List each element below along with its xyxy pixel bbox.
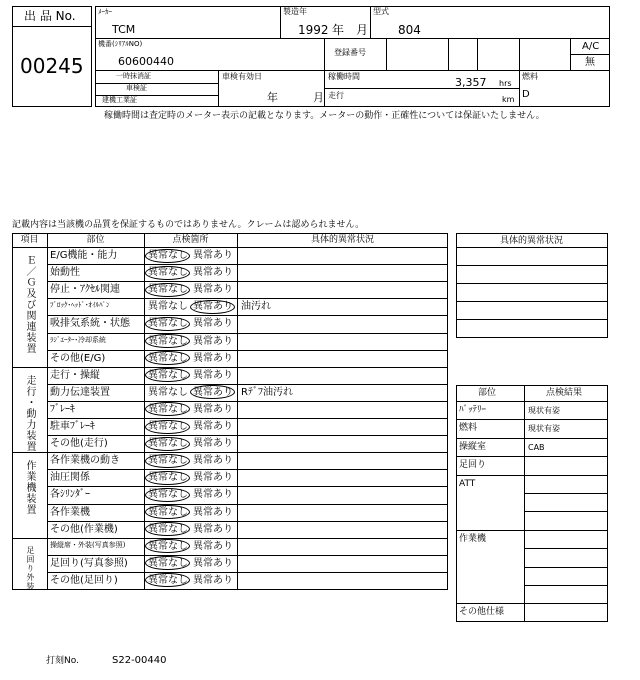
- row-rule: [47, 264, 448, 265]
- year-unit: 年: [332, 23, 345, 37]
- table-rule: [47, 233, 48, 590]
- travel-label: 走行: [328, 91, 344, 100]
- cert-construction: 建機工業証: [102, 96, 137, 104]
- right-detail-row-rule: [456, 265, 608, 266]
- result-value: CAB: [528, 442, 545, 452]
- status-abnormal-label: 異常あり: [193, 455, 233, 467]
- part-label: その他(走行): [50, 438, 108, 450]
- row-rule: [47, 418, 448, 419]
- status-circle: [145, 420, 190, 434]
- header-rule: [386, 38, 387, 70]
- status-abnormal-label: 異常あり: [193, 301, 233, 313]
- status-none-label: 異常なし: [148, 284, 188, 296]
- group-label: Ｅ／Ｇ及び関連装置: [24, 255, 35, 354]
- table-header: 項目: [20, 235, 39, 245]
- serial-value: 60600440: [118, 55, 174, 68]
- part-label: 各作業機の動き: [50, 455, 120, 467]
- status-none-label: 異常なし: [148, 523, 188, 535]
- status-abnormal-label: 異常あり: [193, 438, 233, 450]
- right-detail-row-rule: [456, 247, 608, 248]
- status-abnormal-label: 異常あり: [193, 267, 233, 279]
- status-abnormal-label: 異常あり: [193, 489, 233, 501]
- status-abnormal-label: 異常あり: [193, 557, 233, 569]
- cert-vehicle: 車検証: [126, 84, 147, 92]
- status-circle: [145, 249, 190, 263]
- status-none-label: 異常なし: [148, 506, 188, 518]
- right-result-row-rule: [456, 603, 608, 604]
- header-rule: [570, 54, 610, 55]
- status-abnormal-label: 異常あり: [193, 352, 233, 364]
- maker-label: ﾒｰｶｰ: [98, 8, 112, 16]
- status-circle: [145, 266, 190, 280]
- inspection-month-unit: 月: [313, 91, 324, 104]
- abnormal-detail: 油汚れ: [241, 301, 271, 313]
- lot-number: 00245: [20, 54, 84, 78]
- part-label: 足回り(写真参照): [50, 557, 128, 569]
- part-label: ﾗｼﾞｴｰﾀｰ･冷却系統: [50, 335, 106, 344]
- right-result-divider: [524, 385, 525, 622]
- header-rule: [95, 38, 610, 39]
- status-none-label: 異常なし: [148, 386, 188, 398]
- status-none-label: 異常なし: [148, 472, 188, 484]
- part-label: 停止・ｱｸｾﾙ関連: [50, 284, 120, 296]
- month-unit: 月: [356, 23, 369, 37]
- status-circle: [190, 300, 235, 314]
- status-none-label: 異常なし: [148, 489, 188, 501]
- result-value: 現状有姿: [528, 424, 560, 434]
- right-result-row-rule: [524, 548, 608, 549]
- part-label: その他(作業機): [50, 523, 118, 535]
- right-result-row-rule: [456, 530, 608, 531]
- row-rule: [47, 555, 448, 556]
- status-none-label: 異常なし: [148, 352, 188, 364]
- result-part: その他仕様: [459, 607, 505, 618]
- row-rule: [47, 298, 448, 299]
- stamp-label: 打刻No.: [46, 656, 79, 666]
- row-rule: [47, 281, 448, 282]
- row-rule: [47, 486, 448, 487]
- status-none-label: 異常なし: [148, 335, 188, 347]
- group-label: 走行・動力装置: [24, 374, 35, 452]
- part-label: 走行・操縦: [50, 369, 100, 381]
- status-none-label: 異常なし: [148, 455, 188, 467]
- status-abnormal-label: 異常あり: [193, 369, 233, 381]
- header-rule: [324, 38, 325, 107]
- row-rule: [47, 350, 448, 351]
- table-rule: [237, 233, 238, 590]
- model-label: 型式: [373, 7, 389, 16]
- result-part: 足回り: [459, 460, 487, 471]
- right-result-rule: [456, 401, 608, 402]
- right-result-row-rule: [456, 456, 608, 457]
- status-abnormal-label: 異常あり: [193, 421, 233, 432]
- inspection-year-unit: 年: [267, 91, 278, 104]
- part-label: 動力伝達装置: [50, 386, 110, 398]
- header-rule: [324, 88, 519, 89]
- right-result-row-rule: [524, 511, 608, 512]
- row-rule: [12, 538, 448, 539]
- row-rule: [12, 452, 448, 453]
- header-rule: [477, 38, 478, 70]
- result-part: 操縦室: [459, 441, 487, 452]
- status-circle: [145, 334, 190, 348]
- model-value: 804: [398, 23, 421, 37]
- ac-value: 無: [585, 57, 595, 68]
- status-abnormal-label: 異常あり: [193, 250, 233, 261]
- part-label: 各作業機: [50, 506, 90, 518]
- stamp-value: S22-00440: [112, 655, 167, 666]
- inspection-label: 車検有効日: [222, 72, 262, 81]
- table-header: 具体的異常状況: [310, 235, 374, 245]
- part-label: 各ｼﾘﾝﾀﾞｰ: [50, 489, 90, 501]
- row-rule: [47, 572, 448, 573]
- maker-value: TCM: [112, 23, 136, 36]
- hours-value: 3,357: [455, 76, 487, 89]
- row-rule: [47, 315, 448, 316]
- part-label: 駐車ﾌﾞﾚｰｷ: [50, 421, 95, 432]
- result-part: 燃料: [459, 423, 478, 434]
- row-rule: [47, 469, 448, 470]
- status-abnormal-label: 異常あり: [193, 506, 233, 518]
- status-abnormal-label: 異常あり: [193, 472, 233, 484]
- status-abnormal-label: 異常あり: [193, 403, 233, 415]
- lot-label: 出 品 No.: [24, 9, 76, 23]
- status-circle: [145, 283, 190, 297]
- status-circle: [145, 471, 190, 485]
- row-rule: [47, 504, 448, 505]
- status-circle: [145, 437, 190, 451]
- status-abnormal-label: 異常あり: [193, 284, 233, 296]
- status-circle: [145, 505, 190, 519]
- status-abnormal-label: 異常あり: [193, 318, 233, 330]
- status-none-label: 異常なし: [148, 250, 188, 261]
- row-rule: [47, 384, 448, 385]
- status-none-label: 異常なし: [148, 574, 188, 586]
- result-value: 現状有姿: [528, 406, 560, 415]
- status-abnormal-label: 異常あり: [193, 540, 233, 552]
- status-none-label: 異常なし: [148, 438, 188, 450]
- right-detail-row-rule: [456, 301, 608, 302]
- header-rule: [448, 38, 449, 70]
- ac-label: A/C: [582, 41, 600, 52]
- row-rule: [47, 401, 448, 402]
- status-circle: [145, 317, 190, 331]
- row-rule: [47, 333, 448, 334]
- row-rule: [12, 367, 448, 368]
- part-label: 油圧関係: [50, 472, 90, 484]
- right-detail-row-rule: [456, 283, 608, 284]
- right-result-table: [456, 385, 608, 622]
- right-result-row-rule: [524, 585, 608, 586]
- fuel-label: 燃料: [522, 72, 538, 81]
- row-rule: [47, 521, 448, 522]
- header-rule: [218, 70, 219, 107]
- right-result-header-result: 点検結果: [546, 388, 583, 398]
- status-abnormal-label: 異常あり: [193, 335, 233, 347]
- header-rule: [519, 38, 520, 107]
- header-rule: [570, 38, 571, 70]
- status-none-label: 異常なし: [148, 540, 188, 552]
- right-result-row-rule: [456, 419, 608, 420]
- status-circle: [145, 488, 190, 502]
- header-rule: [370, 6, 371, 38]
- status-none-label: 異常なし: [148, 403, 188, 415]
- part-label: 吸排気系統・状態: [50, 318, 130, 330]
- cert-temp-cancel: 一時抹消証: [116, 72, 151, 80]
- year-value: 1992: [298, 23, 329, 37]
- serial-label: 機番(ｼﾘｱﾙNO): [98, 40, 143, 48]
- part-label: その他(足回り): [50, 574, 118, 586]
- header-rule: [95, 70, 610, 71]
- fuel-value: D: [522, 89, 530, 100]
- status-abnormal-label: 異常あり: [193, 386, 233, 398]
- hours-label: 稼働時間: [328, 72, 360, 81]
- status-none-label: 異常なし: [148, 369, 188, 381]
- group-label: 作業機装置: [24, 460, 35, 516]
- part-label: 始動性: [50, 267, 80, 279]
- status-none-label: 異常なし: [148, 267, 188, 279]
- status-abnormal-label: 異常あり: [193, 574, 233, 586]
- status-none-label: 異常なし: [148, 421, 188, 432]
- part-label: 操縦席・外装(写真参照): [50, 540, 126, 549]
- right-detail-row-rule: [456, 319, 608, 320]
- header-rule: [280, 6, 281, 38]
- part-label: E/G機能・能力: [50, 250, 118, 261]
- reg-label: 登録番号: [334, 48, 366, 57]
- result-part: 作業機: [459, 533, 487, 544]
- status-none-label: 異常なし: [148, 557, 188, 569]
- row-rule: [47, 435, 448, 436]
- status-none-label: 異常なし: [148, 318, 188, 330]
- hours-note: 稼働時間は査定時のメーター表示の記載となります。メーターの動作・正確性については保証いたしません。: [104, 111, 545, 121]
- result-part: ATT: [459, 478, 476, 489]
- table-header: 点検箇所: [172, 235, 209, 245]
- right-result-row-rule: [524, 567, 608, 568]
- right-detail-header: 具体的異常状況: [500, 236, 564, 246]
- table-header: 部位: [86, 235, 105, 245]
- right-result-row-rule: [456, 475, 608, 476]
- right-detail-table: [456, 233, 608, 338]
- status-circle: [145, 351, 190, 365]
- part-label: その他(E/G): [50, 352, 106, 364]
- part-label: ﾌﾞﾚｰｷ: [50, 403, 75, 415]
- result-part: ﾊﾞｯﾃﾘｰ: [459, 405, 487, 415]
- group-label: 足回り外装: [25, 545, 35, 591]
- right-result-row-rule: [524, 493, 608, 494]
- year-label: 製造年: [283, 7, 307, 16]
- status-abnormal-label: 異常あり: [193, 523, 233, 535]
- right-result-row-rule: [456, 438, 608, 439]
- hours-unit: hrs: [499, 79, 512, 88]
- disclaimer: 記載内容は当該機の品質を保証するものではありません。クレームは認められません。: [12, 220, 365, 230]
- status-circle: [145, 454, 190, 468]
- status-none-label: 異常なし: [148, 301, 188, 313]
- part-label: ﾌﾞﾛｯｸ･ﾍｯﾄﾞ･ｵｲﾙﾊﾟﾝ: [50, 301, 110, 310]
- table-rule: [144, 233, 145, 590]
- status-circle: [145, 522, 190, 536]
- abnormal-detail: Rﾃﾞﾌ油汚れ: [241, 386, 293, 398]
- travel-unit: km: [502, 95, 515, 104]
- right-result-header-part: 部位: [478, 388, 497, 398]
- header-rule: [95, 83, 218, 84]
- table-rule: [12, 247, 448, 248]
